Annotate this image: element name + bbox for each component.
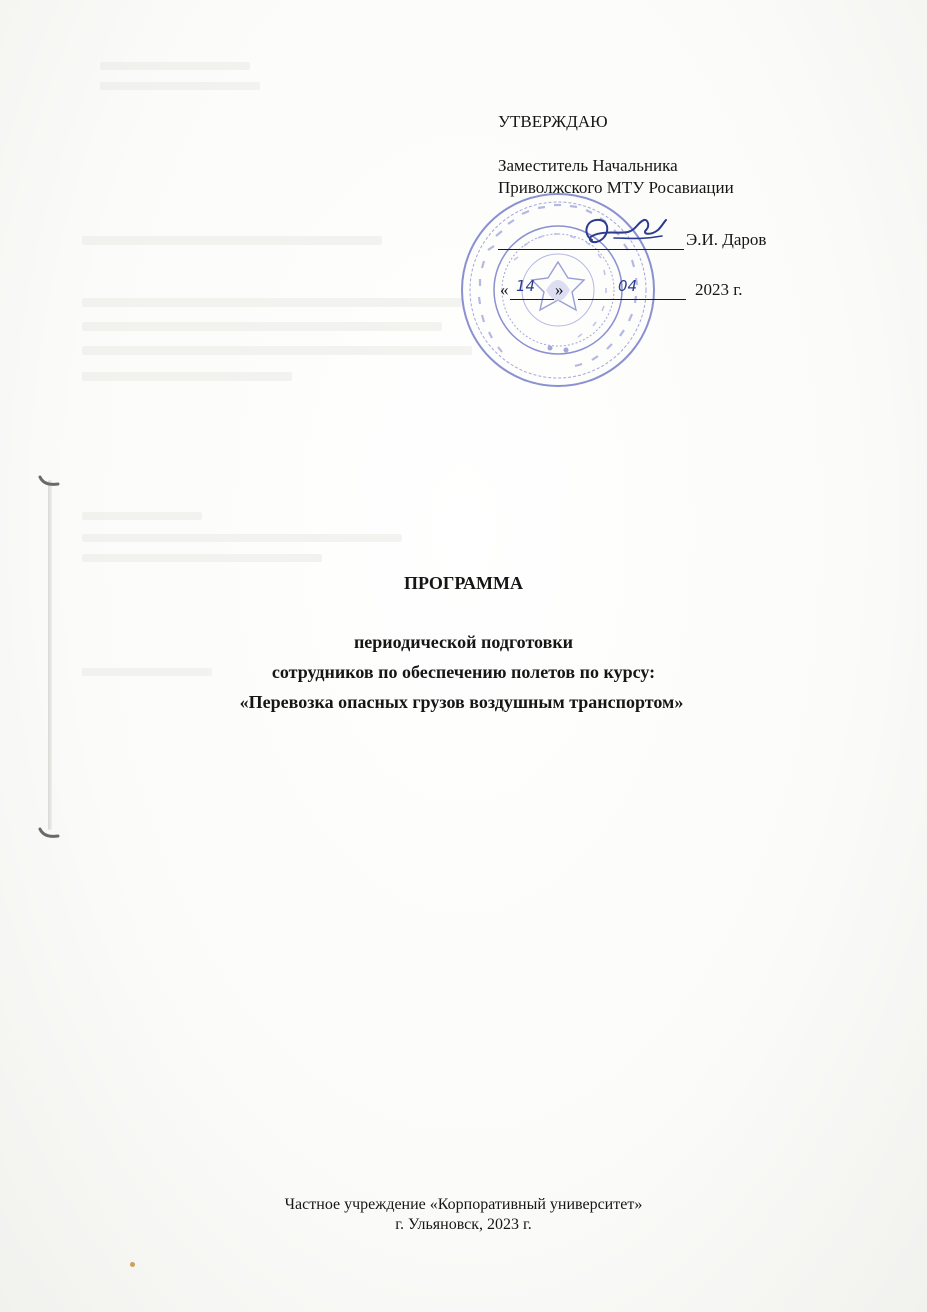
show-through-artifact (82, 346, 472, 355)
staple-icon (38, 826, 60, 840)
show-through-artifact (82, 534, 402, 542)
approval-block (498, 111, 828, 299)
program-title: ПРОГРАММА (403, 573, 523, 593)
program-subtitle-line-1: периодической подготовки (353, 632, 574, 652)
show-through-artifact (82, 554, 322, 562)
approver-position-line-1: Заместитель Начальника (498, 156, 678, 175)
show-through-artifact (82, 236, 382, 245)
signature-row (498, 229, 828, 251)
approver-position-line-2: Приволжского МТУ Росавиации (498, 178, 734, 197)
staple-icon (38, 474, 60, 488)
program-subtitle-line-2: сотрудников по обеспечению полетов по курсу: (271, 662, 656, 682)
show-through-artifact (82, 372, 292, 381)
binding-thread (48, 480, 52, 830)
show-through-artifact (82, 322, 442, 331)
date-month-handwritten: 04 (618, 277, 638, 295)
show-through-artifact (82, 298, 462, 307)
program-course-name: «Перевозка опасных грузов воздушным транспортом» (239, 692, 684, 712)
footer-city-year: г. Ульяновск, 2023 г. (395, 1216, 532, 1233)
date-day-handwritten: 14 (516, 277, 536, 295)
paper-speck (130, 1262, 135, 1267)
date-open-quote: « (500, 280, 509, 299)
signer-name: Э.И. Даров (686, 230, 767, 249)
show-through-artifact (100, 82, 260, 90)
date-close-quote: » (555, 280, 564, 299)
approval-date-row (498, 279, 828, 301)
approval-heading: УТВЕРЖДАЮ (498, 112, 608, 131)
show-through-artifact (100, 62, 250, 70)
show-through-artifact (82, 512, 202, 520)
signature-blank-line (498, 229, 684, 250)
footer-organization: Частное учреждение «Корпоративный университет» (284, 1196, 643, 1213)
date-year: 2023 г. (695, 280, 743, 299)
